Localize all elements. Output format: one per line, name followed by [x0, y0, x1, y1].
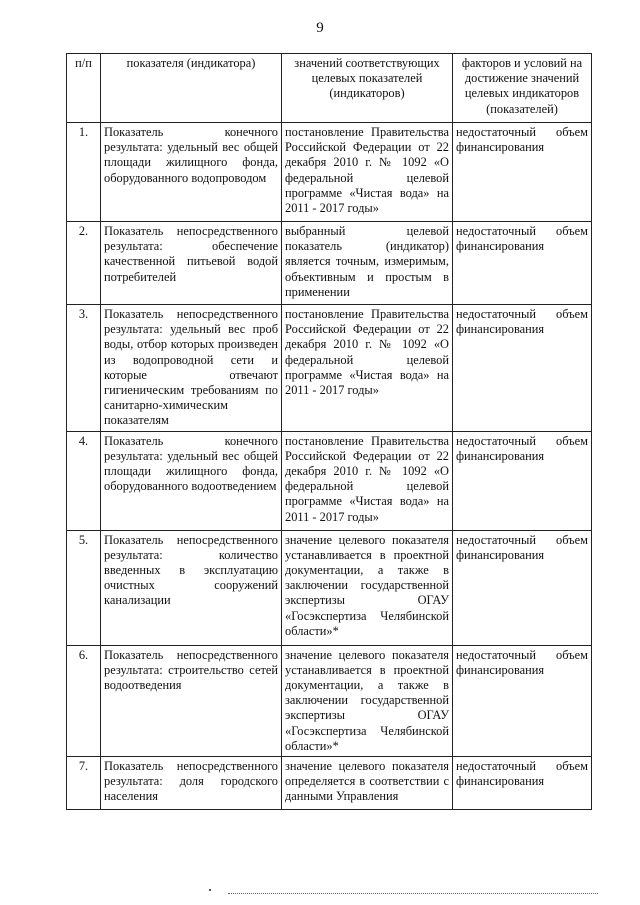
table-row — [67, 305, 592, 432]
row-basis: выбранный целевой показатель (индикатор) является точным, измеримым, объективным и простым в применении — [282, 222, 453, 305]
row-indicator: Показатель непосредственного результата: доля городского населения — [101, 757, 282, 810]
row-factors: недостаточный объем финансирования — [453, 431, 592, 530]
row-indicator: Показатель непосредственного результата: строительство сетей водоотведения — [101, 645, 282, 756]
header-factors: факторов и условий на достижение значений целевых индикаторов (показателей) — [453, 54, 592, 123]
row-basis: значение целевого показателя устанавливается в проектной документации, а также в заключении государственной экспертизы ОГАУ «Госэкспертиза Челябинской области»* — [282, 645, 453, 756]
row-indicator: Показатель конечного результата: удельный вес общей площади жилищного фонда, оборудованного водоотведением — [101, 431, 282, 530]
row-number: 1. — [67, 123, 101, 222]
page-number: 9 — [316, 20, 324, 36]
header-indicator: показателя (индикатора) — [101, 54, 282, 123]
row-number: 3. — [67, 305, 101, 432]
table-row — [67, 757, 592, 810]
scan-artifact-dot — [209, 889, 211, 891]
row-factors: недостаточный объем финансирования — [453, 305, 592, 432]
row-indicator: Показатель непосредственного результата: обеспечение качественной питьевой водой потребителей — [101, 222, 282, 305]
row-number: 4. — [67, 431, 101, 530]
row-factors: недостаточный объем финансирования — [453, 530, 592, 645]
header-basis: значений соответствующих целевых показателей (индикаторов) — [282, 54, 453, 123]
row-number: 5. — [67, 530, 101, 645]
scan-artifact-line — [228, 893, 598, 894]
row-number: 7. — [67, 757, 101, 810]
row-number: 2. — [67, 222, 101, 305]
row-basis: значение целевого показателя устанавливается в проектной документации, а также в заключении государственной экспертизы ОГАУ «Госэкспертиза Челябинской области»* — [282, 530, 453, 645]
table-row — [67, 431, 592, 530]
table-row — [67, 123, 592, 222]
row-basis: значение целевого показателя определяется в соответствии с данными Управления — [282, 757, 453, 810]
row-factors: недостаточный объем финансирования — [453, 645, 592, 756]
table-header-row — [67, 54, 592, 123]
row-basis: постановление Правительства Российской Федерации от 22 декабря 2010 г. № 1092 «О федеральной целевой программе «Чистая вода» на 2011 - 2017 годы» — [282, 123, 453, 222]
table-row — [67, 530, 592, 645]
row-indicator: Показатель непосредственного результата: удельный вес проб воды, отбор которых произведен из водопроводной сети и которые отвечают гигиеническим требованиям по санитарно-химическим показателям — [101, 305, 282, 432]
row-indicator: Показатель конечного результата: удельный вес общей площади жилищного фонда, оборудованного водопроводом — [101, 123, 282, 222]
table-row — [67, 222, 592, 305]
row-number: 6. — [67, 645, 101, 756]
header-number: п/п — [67, 54, 101, 123]
row-factors: недостаточный объем финансирования — [453, 757, 592, 810]
table-row — [67, 645, 592, 756]
indicators-table — [66, 53, 592, 810]
row-basis: постановление Правительства Российской Федерации от 22 декабря 2010 г. № 1092 «О федеральной целевой программе «Чистая вода» на 2011 - 2017 годы» — [282, 305, 453, 432]
row-factors: недостаточный объем финансирования — [453, 222, 592, 305]
row-basis: постановление Правительства Российской Федерации от 22 декабря 2010 г. № 1092 «О федеральной целевой программе «Чистая вода» на 2011 - 2017 годы» — [282, 431, 453, 530]
row-indicator: Показатель непосредственного результата: количество введенных в эксплуатацию очистных сооружений канализации — [101, 530, 282, 645]
row-factors: недостаточный объем финансирования — [453, 123, 592, 222]
